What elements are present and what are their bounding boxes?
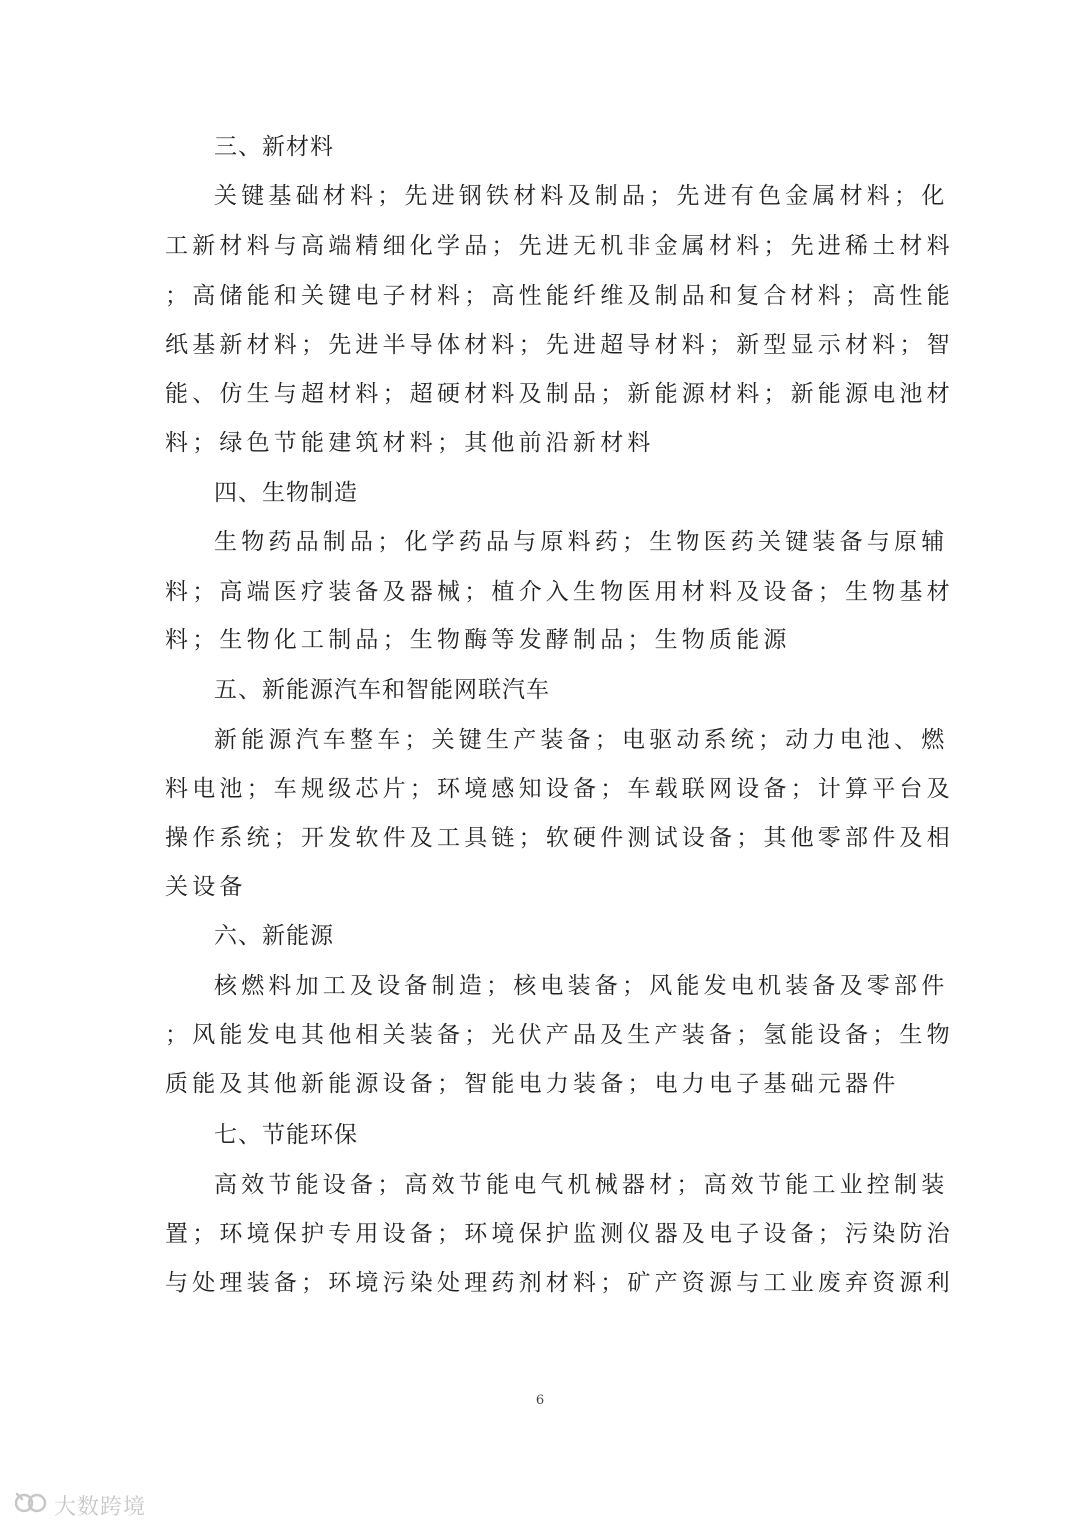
paragraph-line: 置；环境保护专用设备；环境保护监测仪器及电子设备；污染防治 [165, 1221, 954, 1247]
paragraph-line: 质能及其他新能源设备；智能电力装备；电力电子基础元器件 [165, 1071, 900, 1097]
paragraph-line: 生物药品制品；化学药品与原料药；生物医药关键装备与原辅 [214, 529, 949, 555]
paragraph-line: 料；生物化工制品；生物酶等发酵制品；生物质能源 [165, 627, 791, 653]
paragraph-line: 纸基新材料；先进半导体材料；先进超导材料；新型显示材料；智 [165, 332, 954, 358]
paragraph-line: 工新材料与高端精细化学品；先进无机非金属材料；先进稀土材料 [165, 233, 954, 259]
page-number: 6 [535, 1393, 545, 1408]
paragraph-line: 料；高端医疗装备及器械；植介入生物医用材料及设备；生物基材 [165, 579, 954, 605]
paragraph-line: 关设备 [165, 874, 247, 900]
brand-logo-icon [14, 1490, 48, 1520]
paragraph-line: 能、仿生与超材料；超硬材料及制品；新能源材料；新能源电池材 [165, 381, 954, 407]
watermark [14, 1490, 146, 1520]
paragraph-line: 料；绿色节能建筑材料；其他前沿新材料 [165, 430, 655, 456]
paragraph-line: 操作系统；开发软件及工具链；软硬件测试设备；其他零部件及相 [165, 825, 954, 851]
paragraph-line: 新能源汽车整车；关键生产装备；电驱动系统；动力电池、燃 [214, 727, 949, 753]
section-heading-bio-manufacturing: 四、生物制造 [214, 480, 358, 506]
paragraph-line: ；高储能和关键电子材料；高性能纤维及制品和复合材料；高性能 [165, 283, 954, 309]
watermark-text: 大数跨境 [54, 1494, 147, 1520]
paragraph-line: ；风能发电其他相关装备；光伏产品及生产装备；氢能设备；生物 [165, 1022, 954, 1048]
section-heading-new-energy: 六、新能源 [214, 923, 334, 949]
section-heading-new-materials: 三、新材料 [214, 134, 334, 160]
paragraph-line: 核燃料加工及设备制造；核电装备；风能发电机装备及零部件 [214, 973, 949, 999]
paragraph-line: 料电池；车规级芯片；环境感知设备；车载联网设备；计算平台及 [165, 776, 954, 802]
section-heading-nev: 五、新能源汽车和智能网联汽车 [214, 677, 550, 703]
paragraph-line: 关键基础材料；先进钢铁材料及制品；先进有色金属材料；化 [214, 183, 949, 209]
paragraph-line: 高效节能设备；高效节能电气机械器材；高效节能工业控制装 [214, 1172, 949, 1198]
paragraph-line: 与处理装备；环境污染处理药剂材料；矿产资源与工业废弃资源利 [165, 1270, 954, 1296]
section-heading-energy-saving: 七、节能环保 [214, 1122, 358, 1148]
